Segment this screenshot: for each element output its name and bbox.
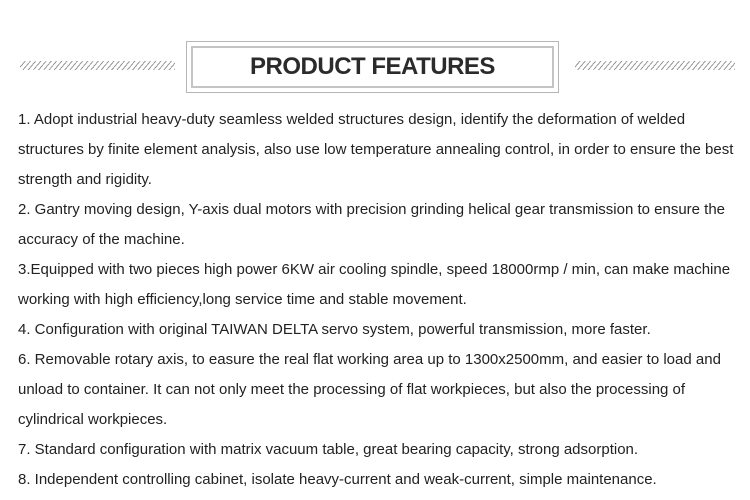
feature-item: 4. Configuration with original TAIWAN DELTA servo system, powerful transmission, more faster.	[18, 321, 651, 338]
left-hatch-divider	[20, 61, 175, 70]
feature-item: 3.Equipped with two pieces high power 6KW air cooling spindle, speed 18000rmp / min, can make machine working with high efficiency,long service time and stable movement.	[18, 261, 731, 308]
title-frame	[186, 41, 559, 93]
section-header	[0, 0, 750, 100]
feature-item: 8. Independent controlling cabinet, isolate heavy-current and weak-current, simple maintenance.	[18, 471, 657, 488]
feature-item: 6. Removable rotary axis, to easure the real flat working area up to 1300x2500mm, and easier to load and unload to container. It can not only meet the processing of flat workpieces, but also the processing of cylindrical workpieces.	[18, 351, 721, 428]
right-hatch-divider	[575, 61, 735, 70]
feature-item: 2. Gantry moving design, Y-axis dual motors with precision grinding helical gear transmission to ensure the accuracy of the machine.	[18, 201, 726, 248]
feature-item: 1. Adopt industrial heavy-duty seamless welded structures design, identify the deformation of welded structures by finite element analysis, also use low temperature annealing control, in order to ensure the best strength and rigidity.	[18, 111, 734, 188]
features-list	[18, 105, 736, 495]
feature-item: 7. Standard configuration with matrix vacuum table, great bearing capacity, strong adsorption.	[18, 441, 639, 458]
page-title: PRODUCT FEATURES	[250, 53, 495, 80]
title-inner-frame	[191, 46, 554, 88]
